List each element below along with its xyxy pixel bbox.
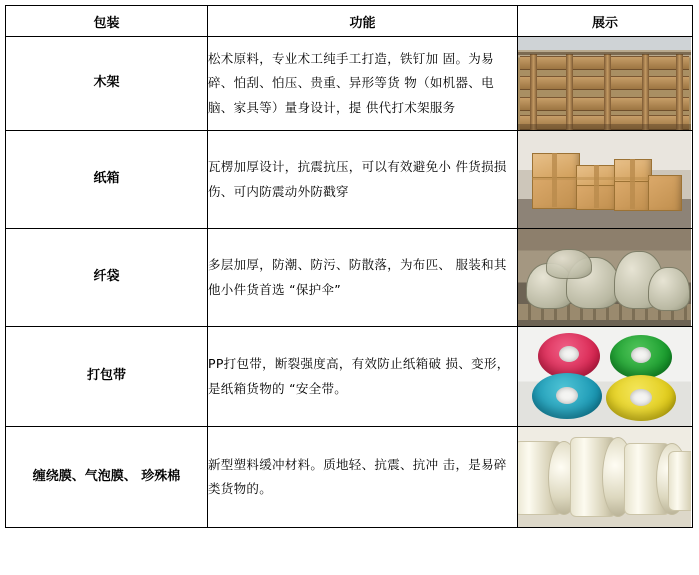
display-cell — [518, 229, 693, 327]
category-cell: 打包带 — [6, 327, 208, 427]
column-header-packaging: 包装 — [6, 6, 208, 37]
table-row — [6, 37, 693, 131]
display-cell — [518, 37, 693, 131]
category-cell: 纤袋 — [6, 229, 208, 327]
stretch-film-photo — [518, 427, 691, 527]
category-cell: 纸箱 — [6, 131, 208, 229]
column-header-display: 展示 — [518, 6, 693, 37]
wooden-crate-photo — [518, 37, 691, 130]
strapping-band-photo — [518, 327, 691, 426]
table-row — [6, 427, 693, 528]
description-cell: PP打包带，断裂强度高，有效防止纸箱破 损、变形，是纸箱货物的 “安全带。 — [208, 327, 518, 427]
packaging-table — [5, 5, 693, 528]
display-cell — [518, 427, 693, 528]
table-row — [6, 229, 693, 327]
table-header-row — [6, 6, 693, 37]
table-row — [6, 327, 693, 427]
description-cell: 多层加厚，防潮、防污、防散落，为布匹、 服装和其他小件货首选 “保护伞” — [208, 229, 518, 327]
description-cell: 松术原料，专业术工纯手工打造，铁钉加 固。为易碎、怕刮、怕压、贵重、异形等货 物（如机器、电脑、家具等）量身设计，提 供代打术架服务 — [208, 37, 518, 131]
description-cell: 瓦楞加厚设计，抗震抗压，可以有效避免小 件货损损伤、可内防震动外防戳穿 — [208, 131, 518, 229]
table-row — [6, 131, 693, 229]
column-header-function: 功能 — [208, 6, 518, 37]
display-cell — [518, 131, 693, 229]
carton-box-photo — [518, 131, 691, 228]
display-cell — [518, 327, 693, 427]
category-cell: 缠绕膜、气泡膜、 珍殊棉 — [6, 427, 208, 528]
packaging-table-document — [0, 5, 699, 575]
description-cell: 新型塑料缓冲材料。质地轻、抗震、抗冲 击，是易碎类货物的。 — [208, 427, 518, 528]
woven-bag-photo — [518, 229, 691, 326]
category-cell: 木架 — [6, 37, 208, 131]
